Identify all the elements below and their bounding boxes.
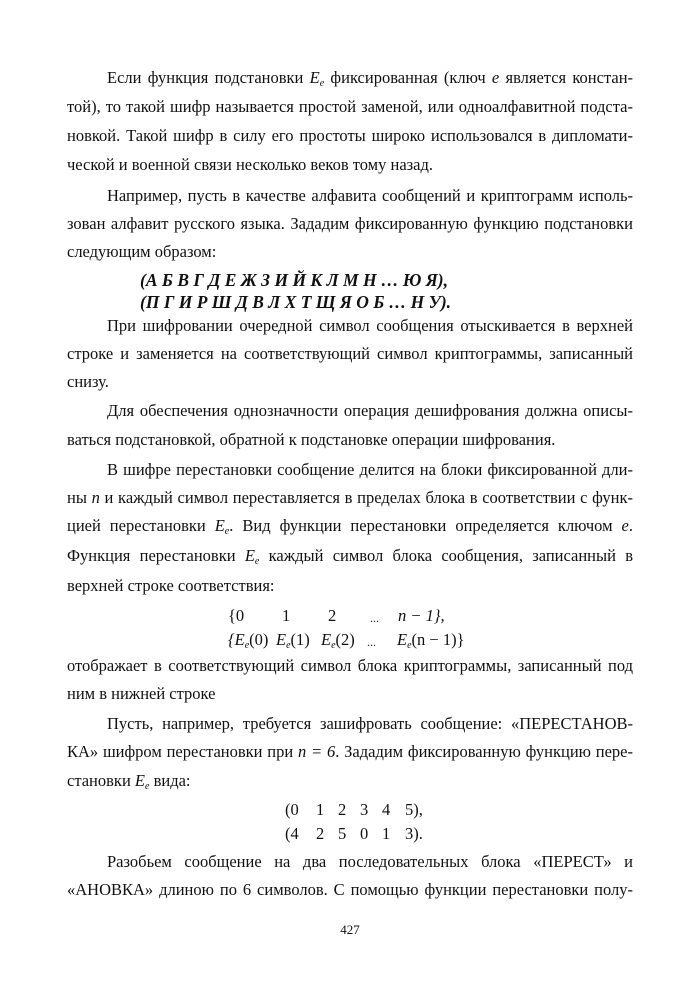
perm-cell: 2 [338, 800, 347, 819]
perm-cell: 1 [282, 606, 291, 625]
perm-cell: {0 [228, 606, 245, 625]
perm-cell: 5 [338, 824, 347, 843]
perm-cell: 5), [405, 800, 423, 819]
page-number: 427 [340, 922, 360, 937]
paragraph-line: отображает в соответствующий символ блока криптограммы, записанный под [67, 656, 633, 675]
perm-cell: 2 [316, 824, 325, 843]
paragraph-line: Функция перестановки Ee каждый символ блока сообщения, записанный в [67, 546, 633, 567]
perm-cell: 2 [328, 606, 337, 625]
paragraph-line: ваться подстановкой, обратной к подстановке операции шифрования. [67, 430, 556, 449]
perm-cell: 3). [405, 824, 423, 843]
perm-cell: 1 [382, 824, 391, 843]
perm-cell: (4 [285, 824, 299, 843]
paragraph-line: КА» шифром перестановки при n = 6. Зададим фиксированную функцию пере- [67, 742, 633, 761]
paragraph-line: ческой и военной связи несколько веков тому назад. [67, 155, 434, 174]
paragraph-line: строке и заменяется на соответствующий символ криптограммы, записанный [67, 344, 633, 363]
paragraph-line: становки Ee вида: [67, 771, 191, 792]
paragraph-line: ны n и каждый символ переставляется в пределах блока в соответствии с функ- [67, 488, 634, 507]
paragraph-line: новкой. Такой шифр в силу его простоты широко использовался в дипломати- [67, 126, 633, 145]
perm-cell: 1 [316, 800, 325, 819]
perm-cell: Ee(2) [321, 630, 355, 651]
perm-cell: {Ee(0) [228, 630, 269, 651]
perm-cell: ... [370, 611, 379, 625]
paragraph-line: Пусть, например, требуется зашифровать сообщение: «ПЕРЕСТАНОВ- [107, 714, 633, 733]
paragraph-line: снизу. [67, 372, 109, 391]
paragraph-line: При шифровании очередной символ сообщения отыскивается в верхней [107, 316, 633, 335]
substitution-top-row: (А Б В Г Д Е Ж З И Й К Л М Н … Ю Я), [140, 270, 448, 290]
paragraph-line: той), то такой шифр называется простой заменой, или одноалфавитной подста- [67, 97, 633, 116]
perm-cell: (0 [285, 800, 299, 819]
perm-cell: Ee(n − 1)} [397, 630, 465, 651]
paragraph-line: Если функция подстановки Ee фиксированная (ключ e является констан- [107, 68, 634, 89]
paragraph-line: Разобьем сообщение на два последовательных блока «ПЕРЕСТ» и [107, 852, 633, 871]
perm-cell: 4 [382, 800, 391, 819]
substitution-bottom-row: (П Г И Р Ш Д В Л Х Т Щ Я О Б … Н У). [140, 292, 452, 312]
paragraph-line: В шифре перестановки сообщение делится на блоки фиксированной дли- [107, 460, 633, 479]
perm-cell: 0 [360, 824, 369, 843]
paragraph-line: «АНОВКА» длиною по 6 символов. С помощью функции перестановки полу- [67, 880, 633, 899]
paragraph-line: следующим образом: [67, 242, 217, 261]
paragraph-line: Например, пусть в качестве алфавита сообщений и криптограмм исполь- [107, 186, 633, 205]
paragraph-line: Для обеспечения однозначности операция дешифрования должна описы- [107, 401, 633, 420]
perm-cell: n − 1}, [398, 606, 445, 625]
paragraph-line: верхней строке соответствия: [67, 576, 275, 595]
paragraph-line: ним в нижней строке [67, 684, 216, 703]
perm-cell: 3 [360, 800, 369, 819]
perm-cell: ... [367, 635, 376, 649]
perm-cell: Ee(1) [276, 630, 310, 651]
paragraph-line: цией перестановки Ee. Вид функции перестановки определяется ключом e. [67, 516, 633, 537]
paragraph-line: зован алфавит русского языка. Зададим фиксированную функцию подстановки [67, 214, 633, 233]
